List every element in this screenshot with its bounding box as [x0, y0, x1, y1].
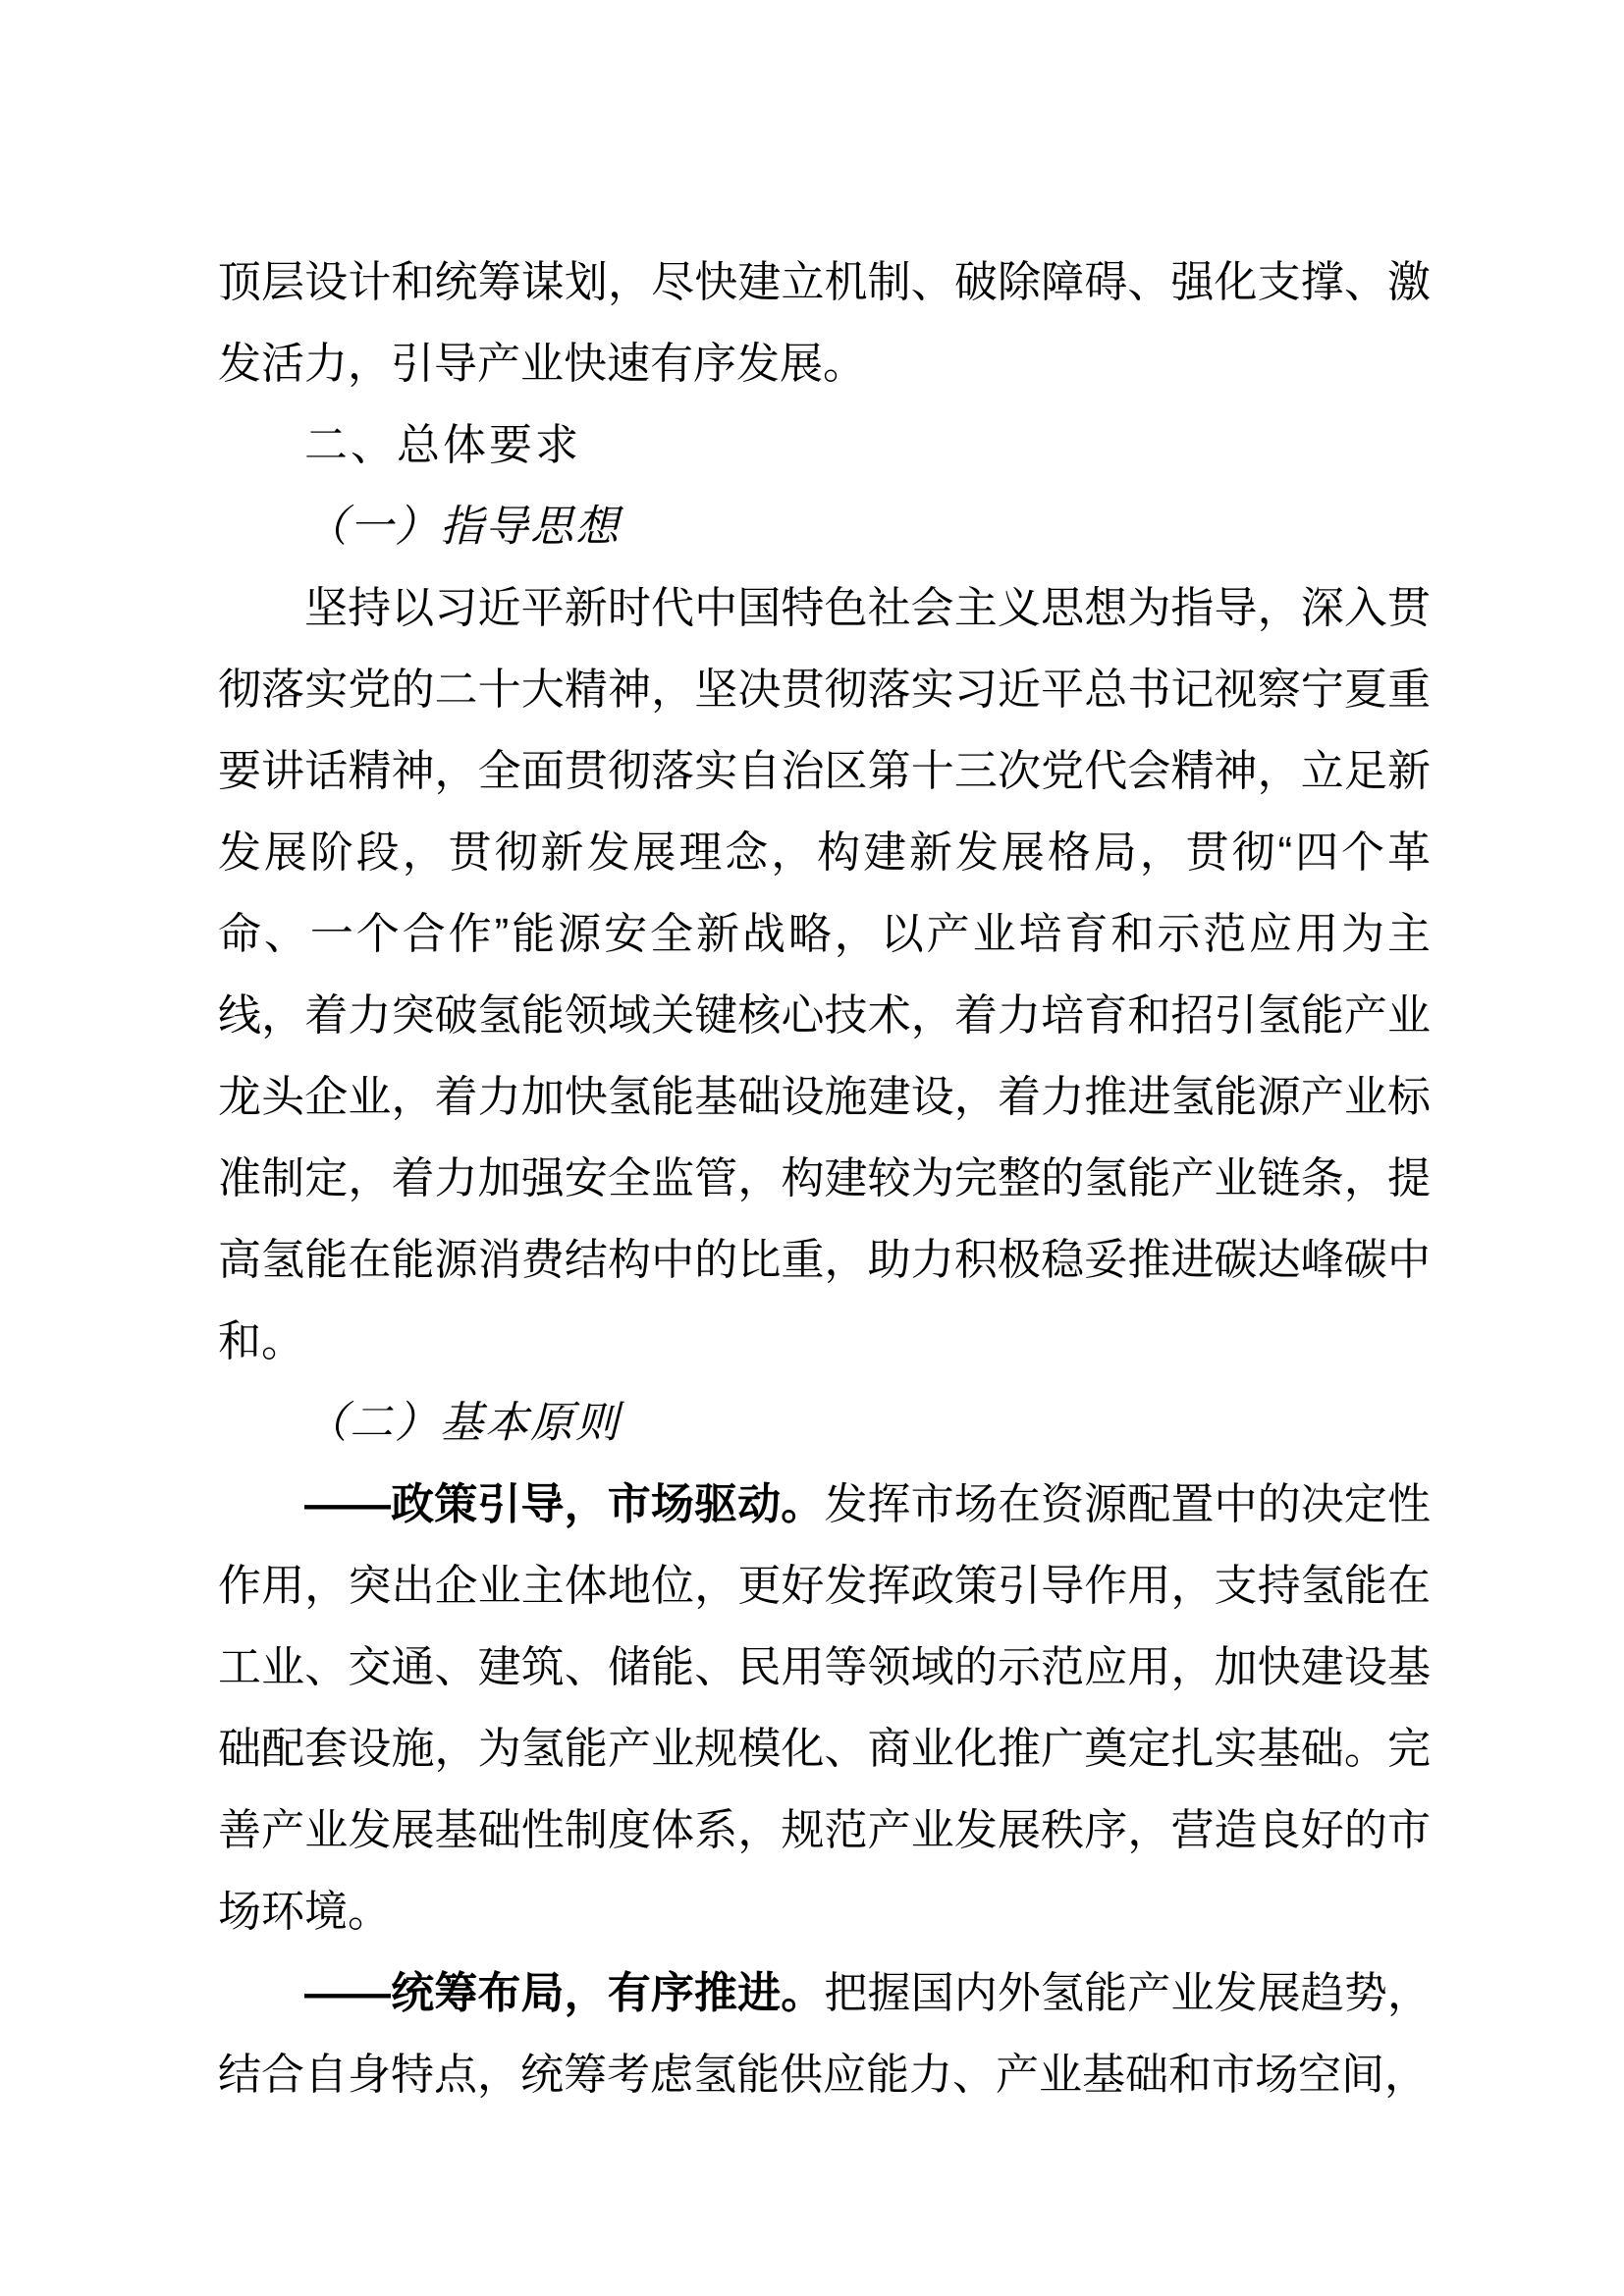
paragraph-guiding-ideology: 坚持以习近平新时代中国特色社会主义思想为指导，深入贯彻落实党的二十大精神，坚决贯彻落实习近平总书记视察宁夏重要讲话精神，全面贯彻落实自治区第十三次党代会精神，立足新发展阶段，贯彻新发展理念，构建新发展格局，贯彻“四个革命、一个合作”能源安全新战略，以产业培育和示范应用为主线，着力突破氢能领域关键核心技术，着力培育和招引氢能产业龙头企业，着力加快氢能基础设施建设，着力推进氢能源产业标准制定，着力加强安全监管，构建较为完整的氢能产业链条，提高氢能在能源消费结构中的比重，助力积极稳妥推进碳达峰碳中和。	[218, 584, 1431, 1365]
section-heading-overall-requirements: 二、总体要求	[304, 421, 581, 469]
paragraph-continuation: 顶层设计和统筹谋划，尽快建立机制、破除障碍、强化支撑、激发活力，引导产业快速有序发展。	[218, 258, 1431, 388]
paragraph-principle-policy-guidance	[218, 1464, 1431, 1952]
principle-lead-coordinated-layout: ——统筹布局，有序推进。	[304, 1969, 825, 2017]
subheading-basic-principles: （二）基本原则	[304, 1399, 621, 1447]
principle-text-policy-guidance: 发挥市场在资源配置中的决定性作用，突出企业主体地位，更好发挥政策引导作用，支持氢能在工业、交通、建筑、储能、民用等领域的示范应用，加快建设基础配套设施，为氢能产业规模化、商业化推广奠定扎实基础。完善产业发展基础性制度体系，规范产业发展秩序，营造良好的市场环境。	[218, 1480, 1431, 1936]
principle-text-coordinated-layout: 把握国内外氢能产业发展趋势，结合自身特点，统筹考虑氢能供应能力、产业基础和市场空间，	[218, 1969, 1431, 2099]
document-body	[218, 241, 1431, 2115]
paragraph-principle-coordinated-layout	[218, 1952, 1431, 2115]
principle-lead-policy-guidance: ——政策引导，市场驱动。	[304, 1480, 825, 1528]
subheading-guiding-ideology: （一）指导思想	[304, 503, 621, 551]
